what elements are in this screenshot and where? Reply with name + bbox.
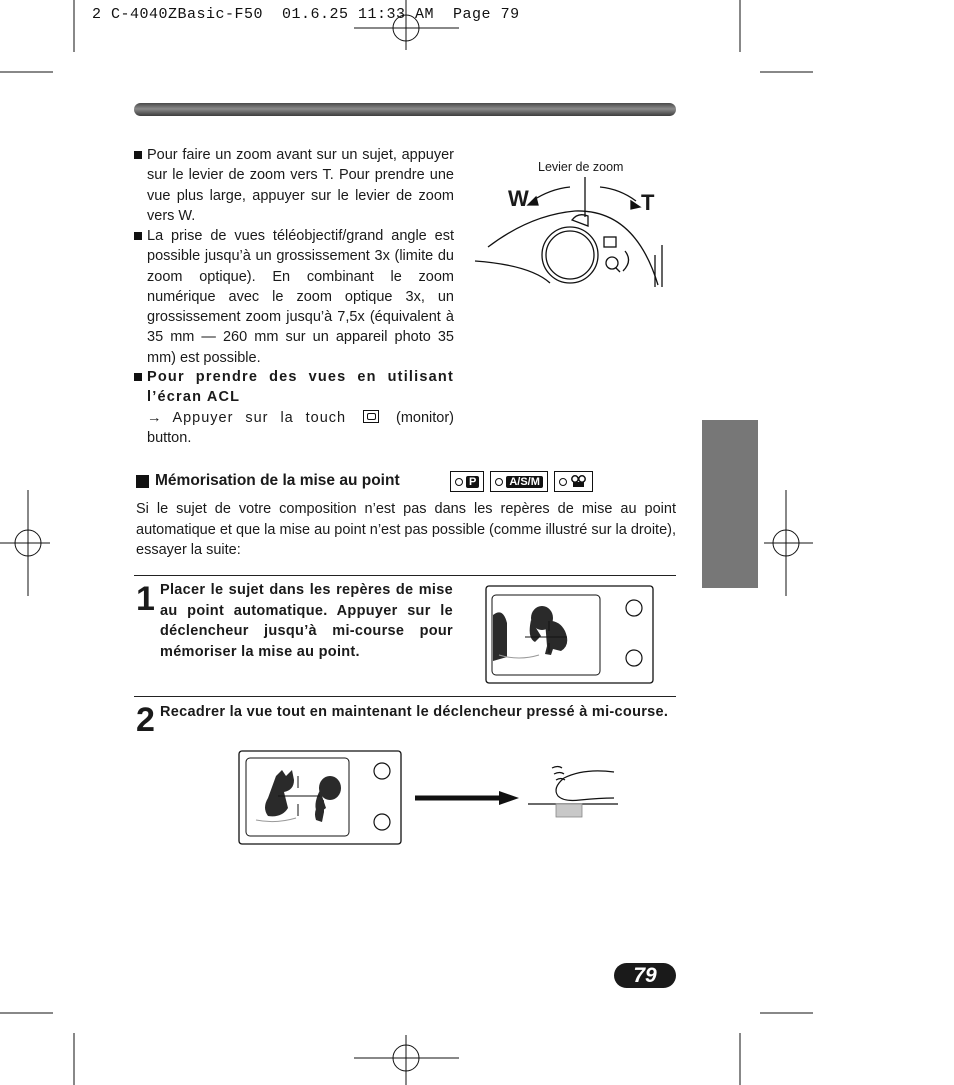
arrow-icon: → xyxy=(147,410,162,426)
mode-icons xyxy=(450,471,593,492)
bullet-marker xyxy=(134,232,142,240)
step-2-camera-screen xyxy=(238,750,403,846)
lcd-instruction xyxy=(147,408,454,449)
step-2-number: 2 xyxy=(136,701,155,739)
section-title xyxy=(136,472,400,490)
step-1-rule xyxy=(134,575,676,576)
step-2-rule xyxy=(134,696,676,697)
bullet-text: Pour prendre des vues en utilisant l’écran ACL xyxy=(147,369,454,406)
camera-zoom-illustration xyxy=(470,175,670,290)
bullet-zoom-range xyxy=(134,226,454,368)
bullet-text: La prise de vues téléobjectif/grand angle est possible jusqu’à un grossissement 3x (limite du zoom optique). En combinant le zoom numérique avec le zoom optique 3x, un grossissement zoom jusqu’à 7,5x (équivalent à 35 mm — 260 mm sur un appareil photo 35 mm) est possible. xyxy=(147,228,454,366)
finger-press-icon xyxy=(528,760,623,820)
print-header: 2 C-4040ZBasic-F50 01.6.25 11:33 AM Page 79 xyxy=(92,6,520,23)
tele-label: T xyxy=(641,190,655,215)
lcd-instruction-text: Appuyer sur la touch xyxy=(172,410,347,426)
monitor-icon xyxy=(363,410,379,423)
side-tab xyxy=(702,420,758,588)
lcd-instruction-text-after: (monitor) button. xyxy=(147,410,455,447)
bullet-text: Pour faire un zoom avant sur un sujet, appuyer sur le levier de zoom vers T. Pour prendre une vue plus large, appuyer sur le levier de zoom vers W. xyxy=(147,147,454,224)
step-1-text: Placer le sujet dans les repères de mise au point automatique. Appuyer sur le déclencheur jusqu’à mi-course pour mémoriser la mise au point. xyxy=(160,582,453,660)
bullet-marker xyxy=(134,373,142,381)
step-2-text: Recadrer la vue tout en maintenant le déclencheur pressé à mi-course. xyxy=(160,704,669,720)
step-1-camera-screen xyxy=(485,585,655,685)
wide-label: W xyxy=(508,186,529,211)
step-1-number: 1 xyxy=(136,580,155,618)
header-bar xyxy=(134,103,676,116)
mode-asm-icon: A/S/M xyxy=(490,471,548,492)
bullet-marker xyxy=(134,151,142,159)
bullet-zoom-lever xyxy=(134,145,454,226)
zoom-lever-label: Levier de zoom xyxy=(538,160,624,174)
right-arrow-icon xyxy=(413,788,523,808)
page-number: 79 xyxy=(614,963,676,988)
bullet-lcd xyxy=(134,367,454,408)
section-intro: Si le sujet de votre composition n’est pas dans les repères de mise au point automatique et que la mise au point n’est pas possible (comme illustré sur la droite), essayer la suite: xyxy=(136,501,676,558)
section-marker xyxy=(136,475,149,488)
movie-icon xyxy=(554,471,593,492)
section-title-text: Mémorisation de la mise au point xyxy=(155,472,400,489)
mode-p-icon: P xyxy=(450,471,484,492)
